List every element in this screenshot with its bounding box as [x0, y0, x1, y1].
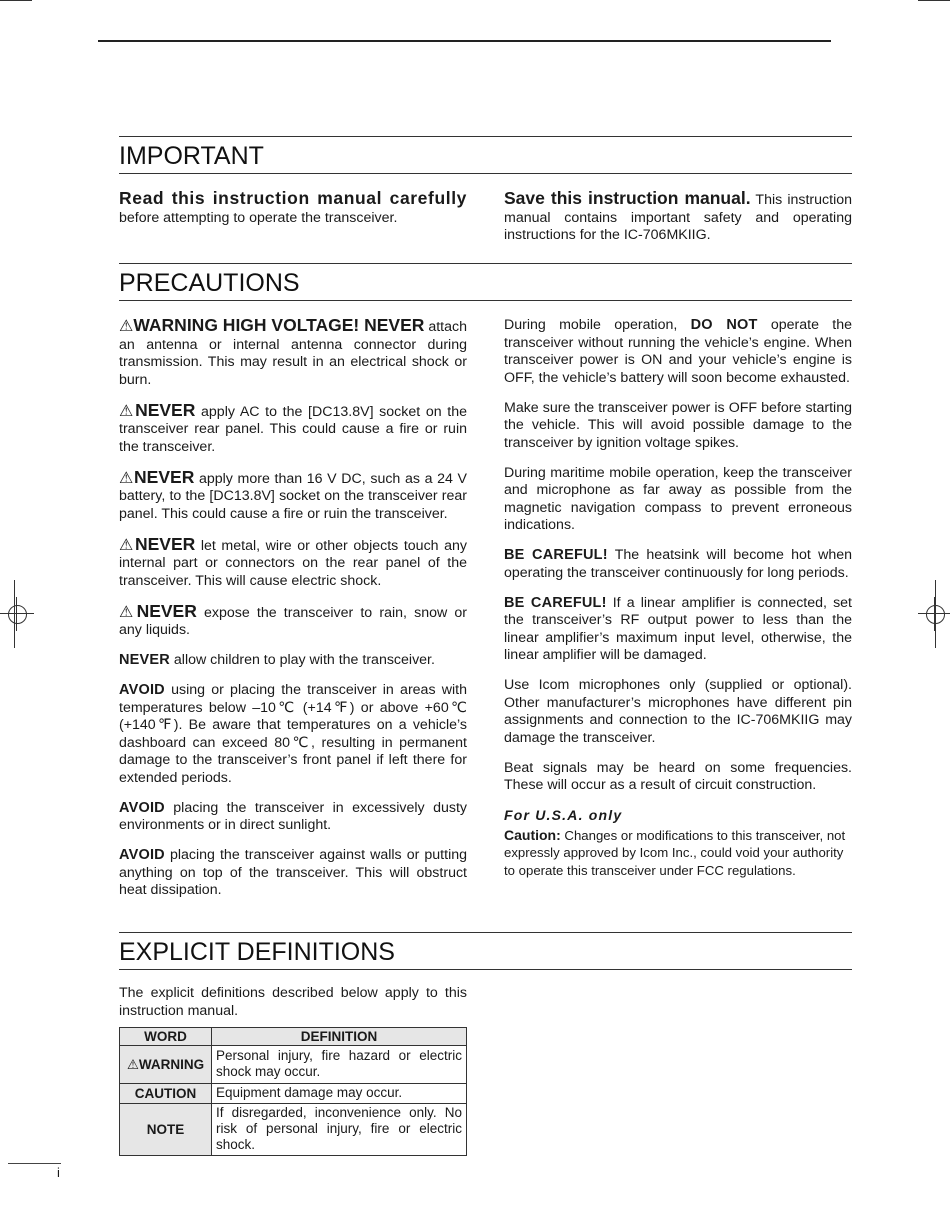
definitions-title: EXPLICIT DEFINITIONS	[119, 933, 852, 970]
precaution-keyword: BE CAREFUL!	[504, 594, 607, 611]
fcc-caution-label: Caution:	[504, 826, 561, 843]
precaution-keyword: AVOID	[119, 847, 165, 863]
definition-text: If disregarded, inconvenience only. No risk of personal injury, fire or electric shock.	[212, 1104, 467, 1156]
definition-word	[120, 1046, 212, 1084]
precaution-text: During maritime mobile operation, keep the transceiver and microphone as far away as possible from the magnetic navigation compass to prevent erroneous indications.	[504, 464, 852, 533]
precaution-keyword: WARNING HIGH VOLTAGE! NEVER	[133, 315, 425, 335]
precaution-right-0	[504, 317, 852, 387]
precaution-text: allow children to play with the transceiver.	[169, 652, 435, 668]
important-section-header	[119, 136, 852, 174]
important-title: IMPORTANT	[119, 137, 852, 174]
precaution-left-8	[119, 847, 467, 900]
registration-line-left	[14, 580, 15, 648]
precaution-text: operate the transceiver without running the vehicle’s engine. When transceiver power is ON and your vehicle’s engine is OFF, the vehicle’s battery will soon become exhausted.	[504, 317, 852, 386]
fcc-caution-text: Changes or modifications to this transceiver, not expressly approved by Icom Inc., could void your authority to operate this transceiver under FCC regulations.	[504, 827, 846, 878]
warning-triangle-icon: ⚠	[119, 469, 135, 487]
precautions-section-header	[119, 263, 852, 301]
precaution-left-4	[119, 600, 467, 640]
precaution-text: The heatsink will become hot when operating the transceiver continuously for long periods.	[504, 547, 852, 581]
precaution-text: Use Icom microphones only (supplied or optional). Other manufacturer’s microphones have different pin assignments and connection to the IC-706MKIIG may damage the transceiver.	[504, 677, 852, 746]
precaution-keyword: DO NOT	[690, 317, 758, 333]
precaution-keyword: NEVER	[134, 466, 195, 487]
precaution-text: apply more than 16 V DC, such as a 24 V battery, to the [DC13.8V] socket on the transceiver rear panel. This could cause a fire or ruin the transceiver.	[119, 470, 467, 522]
precaution-keyword: BE CAREFUL!	[504, 547, 608, 563]
save-manual-lead: Save this instruction manual.	[504, 188, 751, 208]
precaution-right-1	[504, 400, 852, 453]
precaution-keyword: NEVER	[119, 652, 170, 668]
precaution-keyword: NEVER	[136, 600, 197, 621]
precaution-right-4	[504, 595, 852, 665]
definition-word	[120, 1084, 212, 1104]
definition-text: Personal injury, fire hazard or electric shock may occur.	[212, 1046, 467, 1084]
definition-word-text: CAUTION	[134, 1086, 197, 1101]
read-manual-paragraph	[119, 190, 467, 227]
precautions-title: PRECAUTIONS	[119, 264, 852, 301]
precaution-text: Beat signals may be heard on some frequencies. These will occur as a result of circuit construction.	[504, 759, 852, 793]
important-left-column	[119, 190, 467, 240]
definition-word-text: WARNING	[138, 1056, 205, 1072]
precaution-left-7	[119, 800, 467, 835]
precaution-left-6	[119, 682, 467, 787]
precaution-text: placing the transceiver against walls or putting anything on top of the transceiver. This will obstruct heat dissipation.	[119, 847, 467, 898]
usa-only-title: For U.S.A. only	[504, 807, 623, 823]
definitions-header-row	[120, 1028, 467, 1046]
precaution-keyword: AVOID	[119, 799, 165, 816]
header-definition: DEFINITION	[212, 1028, 467, 1046]
precaution-text: placing the transceiver in excessively dusty environments or in direct sunlight.	[119, 799, 467, 833]
precaution-pre-text: During mobile operation,	[504, 317, 691, 333]
definition-word	[120, 1104, 212, 1156]
save-manual-text: This instruction manual contains important safety and operating instructions for the IC-706MKIIG.	[504, 192, 852, 243]
definitions-intro: The explicit definitions described below apply to this instruction manual.	[119, 985, 467, 1019]
warning-triangle-icon: ⚠	[126, 1056, 139, 1072]
precaution-keyword: NEVER	[134, 533, 196, 554]
definitions-section-header	[119, 932, 852, 970]
definition-row-note	[120, 1104, 467, 1156]
read-manual-text: before attempting to operate the transceiver.	[119, 209, 398, 226]
precaution-text: let metal, wire or other objects touch any internal part or connectors on the rear panel of the transceiver. This will cause electric shock.	[119, 537, 468, 589]
warning-triangle-icon: ⚠	[119, 603, 137, 621]
footer-rule	[8, 1163, 61, 1164]
definition-row-caution	[120, 1084, 467, 1104]
precaution-right-3	[504, 547, 852, 582]
precaution-left-0	[119, 317, 467, 389]
precaution-text: using or placing the transceiver in areas with temperatures below –10℃ (+14℉) or above +60℃ (+140℉). Be aware that temperatures on a vehicle’s dashboard can exceed 80℃, resulting in permanent damage to the transceiver’s front panel if left there for extended periods.	[119, 682, 467, 786]
precaution-keyword: NEVER	[135, 399, 196, 420]
registration-mark-right	[918, 597, 950, 631]
precaution-right-2	[504, 465, 852, 535]
warning-triangle-icon: ⚠	[119, 318, 134, 335]
header-rule	[98, 40, 831, 42]
precaution-text: Make sure the transceiver power is OFF before starting the vehicle. This will avoid possible damage to the transceiver by ignition voltage spikes.	[504, 399, 852, 451]
registration-line-right	[935, 580, 936, 648]
precaution-left-2	[119, 466, 467, 524]
precaution-keyword: AVOID	[119, 682, 165, 698]
definition-text: Equipment damage may occur.	[212, 1084, 467, 1104]
read-manual-lead: Read this instruction manual carefully	[119, 188, 467, 208]
warning-triangle-icon: ⚠	[119, 536, 135, 554]
precaution-right-5	[504, 677, 852, 747]
save-manual-paragraph	[504, 190, 852, 245]
crop-mark-top-left	[0, 0, 32, 1]
precaution-text: If a linear amplifier is connected, set the transceiver’s RF output power to less than the linear amplifier’s maximum input level, otherwise, the linear amplifier will be damaged.	[504, 594, 852, 663]
precaution-left-3	[119, 533, 468, 591]
registration-mark-left	[0, 597, 34, 631]
crop-mark-top-right	[918, 0, 950, 1]
precaution-left-1	[119, 399, 467, 457]
definition-row-warning	[120, 1046, 467, 1084]
precaution-text: attach an antenna or internal antenna connector during transmission. This may result in an electrical shock or burn.	[119, 319, 468, 388]
page-number: i	[57, 1165, 60, 1180]
warning-triangle-icon: ⚠	[119, 402, 136, 420]
precaution-right-6	[504, 760, 852, 795]
definitions-table	[119, 1027, 467, 1156]
fcc-caution	[504, 827, 852, 880]
precautions-left-column	[119, 317, 467, 912]
definition-word-text: NOTE	[146, 1122, 185, 1137]
precautions-right-column	[504, 317, 852, 879]
precaution-text: expose the transceiver to rain, snow or any liquids.	[119, 604, 467, 638]
header-word: WORD	[120, 1028, 212, 1046]
precaution-text: apply AC to the [DC13.8V] socket on the transceiver rear panel. This could cause a fire or ruin the transceiver.	[119, 403, 467, 455]
important-right-column	[504, 190, 852, 257]
precaution-left-5	[119, 652, 467, 670]
